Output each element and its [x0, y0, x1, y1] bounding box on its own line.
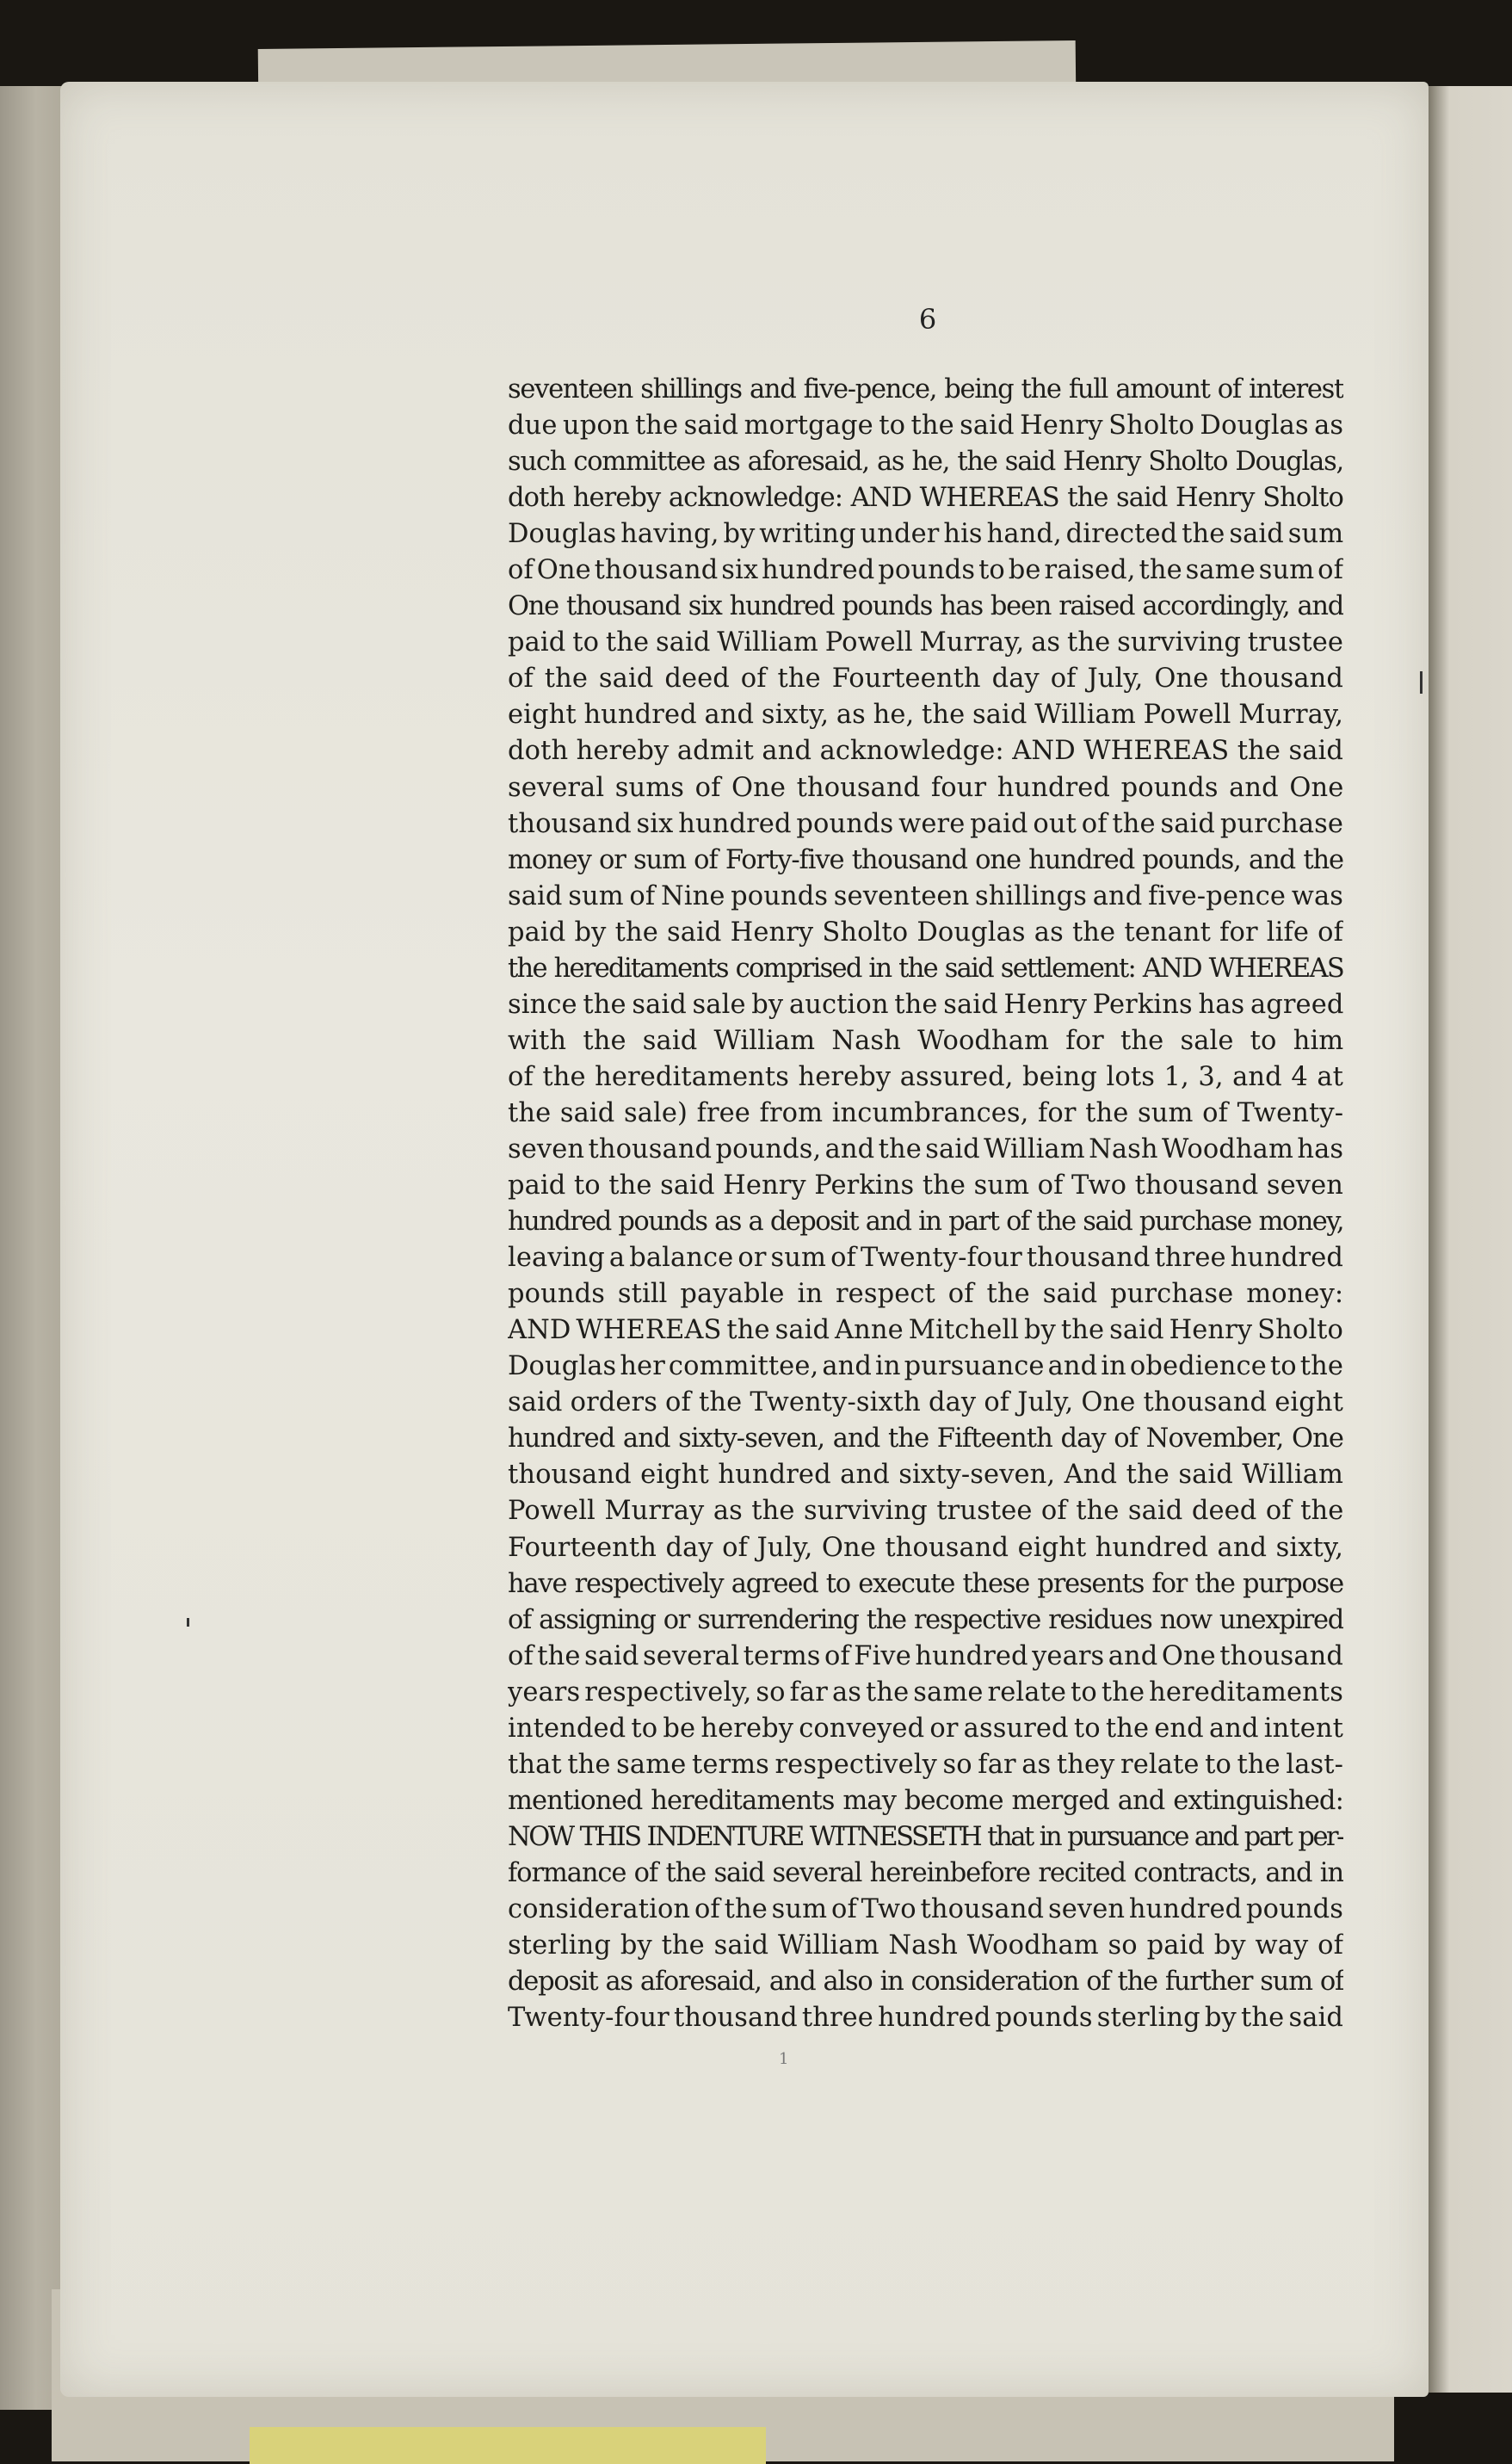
- text-line: hundred and sixty-seven, and the Fifteenth day of November, One: [508, 1423, 1343, 1454]
- text-line: deposit as aforesaid, and also in consideration of the further sum of: [508, 1967, 1343, 1998]
- text-line: AND WHEREAS the said Anne Mitchell by the said Henry Sholto: [508, 1315, 1343, 1346]
- text-line: eight hundred and sixty, as he, the said William Powell Murray,: [508, 700, 1343, 731]
- text-line: paid by the said Henry Sholto Douglas as the tenant for life of: [508, 917, 1343, 948]
- adjacent-page-edge: [1429, 86, 1512, 2393]
- text-line: said orders of the Twenty-sixth day of July, One thousand eight: [508, 1387, 1343, 1418]
- text-line: Powell Murray as the surviving trustee of the said deed of the: [508, 1496, 1343, 1527]
- text-line: thousand eight hundred and sixty-seven, And the said William: [508, 1460, 1343, 1491]
- text-line: sterling by the said William Nash Woodham so paid by way of: [508, 1930, 1343, 1961]
- page-number: 6: [918, 303, 937, 336]
- text-line: seventeen shillings and five-pence, being the full amount of interest: [508, 374, 1343, 404]
- yellow-tab: [250, 2427, 766, 2464]
- text-line: One thousand six hundred pounds has been raised accordingly, and: [508, 591, 1343, 622]
- text-line: Fourteenth day of July, One thousand eight hundred and sixty,: [508, 1532, 1343, 1563]
- text-line: doth hereby admit and acknowledge: AND WHEREAS the said: [508, 736, 1343, 767]
- footer-mark: 1: [779, 2050, 789, 2068]
- text-line: seven thousand pounds, and the said William Nash Woodham has: [508, 1133, 1343, 1164]
- text-line: doth hereby acknowledge: AND WHEREAS the said Henry Sholto: [508, 483, 1343, 514]
- body-text: [508, 372, 1343, 2036]
- text-line: Douglas having, by writing under his hand, directed the said sum: [508, 519, 1343, 550]
- text-line: that the same terms respectively so far as they relate to the last-: [508, 1749, 1343, 1780]
- text-line: leaving a balance or sum of Twenty-four thousand three hundred: [508, 1243, 1343, 1274]
- text-line: hundred pounds as a deposit and in part of the said purchase money,: [508, 1207, 1343, 1238]
- text-line: have respectively agreed to execute these presents for the purpose: [508, 1568, 1343, 1599]
- text-line: with the said William Nash Woodham for the sale to him: [508, 1025, 1343, 1056]
- text-line: pounds still payable in respect of the said purchase money:: [508, 1279, 1343, 1310]
- text-line: paid to the said Henry Perkins the sum of Two thousand seven: [508, 1170, 1343, 1201]
- text-line: Twenty-four thousand three hundred pounds sterling by the said: [508, 2003, 1343, 2034]
- text-line: of One thousand six hundred pounds to be raised, the same sum of: [508, 555, 1343, 586]
- margin-mark: [1420, 671, 1423, 694]
- text-line: NOW THIS INDENTURE WITNESSETH that in pursuance and part per-: [508, 1821, 1343, 1852]
- text-line: of the said several terms of Five hundred years and One thousand: [508, 1640, 1343, 1671]
- text-line: money or sum of Forty-five thousand one hundred pounds, and the: [508, 844, 1343, 875]
- text-line: several sums of One thousand four hundred pounds and One: [508, 772, 1343, 803]
- text-line: mentioned hereditaments may become merged and extinguished:: [508, 1785, 1343, 1816]
- text-line: paid to the said William Powell Murray, as the surviving trustee: [508, 627, 1343, 658]
- text-line: thousand six hundred pounds were paid out of the said purchase: [508, 808, 1343, 839]
- text-line: the said sale) free from incumbrances, for the sum of Twenty-: [508, 1097, 1343, 1128]
- text-line: said sum of Nine pounds seventeen shillings and five-pence was: [508, 880, 1343, 911]
- text-line: Douglas her committee, and in pursuance and in obedience to the: [508, 1351, 1343, 1382]
- text-line: years respectively, so far as the same relate to the hereditaments: [508, 1677, 1343, 1708]
- margin-mark: [187, 1618, 189, 1627]
- text-line: of assigning or surrendering the respective residues now unexpired: [508, 1604, 1343, 1635]
- text-line: intended to be hereby conveyed or assured to the end and intent: [508, 1713, 1343, 1744]
- text-line: the hereditaments comprised in the said settlement: AND WHEREAS: [508, 953, 1343, 984]
- text-line: of the hereditaments hereby assured, being lots 1, 3, and 4 at: [508, 1061, 1343, 1092]
- text-line: such committee as aforesaid, as he, the said Henry Sholto Douglas,: [508, 447, 1343, 478]
- text-line: due upon the said mortgage to the said Henry Sholto Douglas as: [508, 411, 1343, 442]
- text-line: consideration of the sum of Two thousand seven hundred pounds: [508, 1893, 1343, 1924]
- text-line: formance of the said several hereinbefore recited contracts, and in: [508, 1857, 1343, 1888]
- text-line: of the said deed of the Fourteenth day of July, One thousand: [508, 664, 1343, 695]
- text-line: since the said sale by auction the said Henry Perkins has agreed: [508, 989, 1343, 1020]
